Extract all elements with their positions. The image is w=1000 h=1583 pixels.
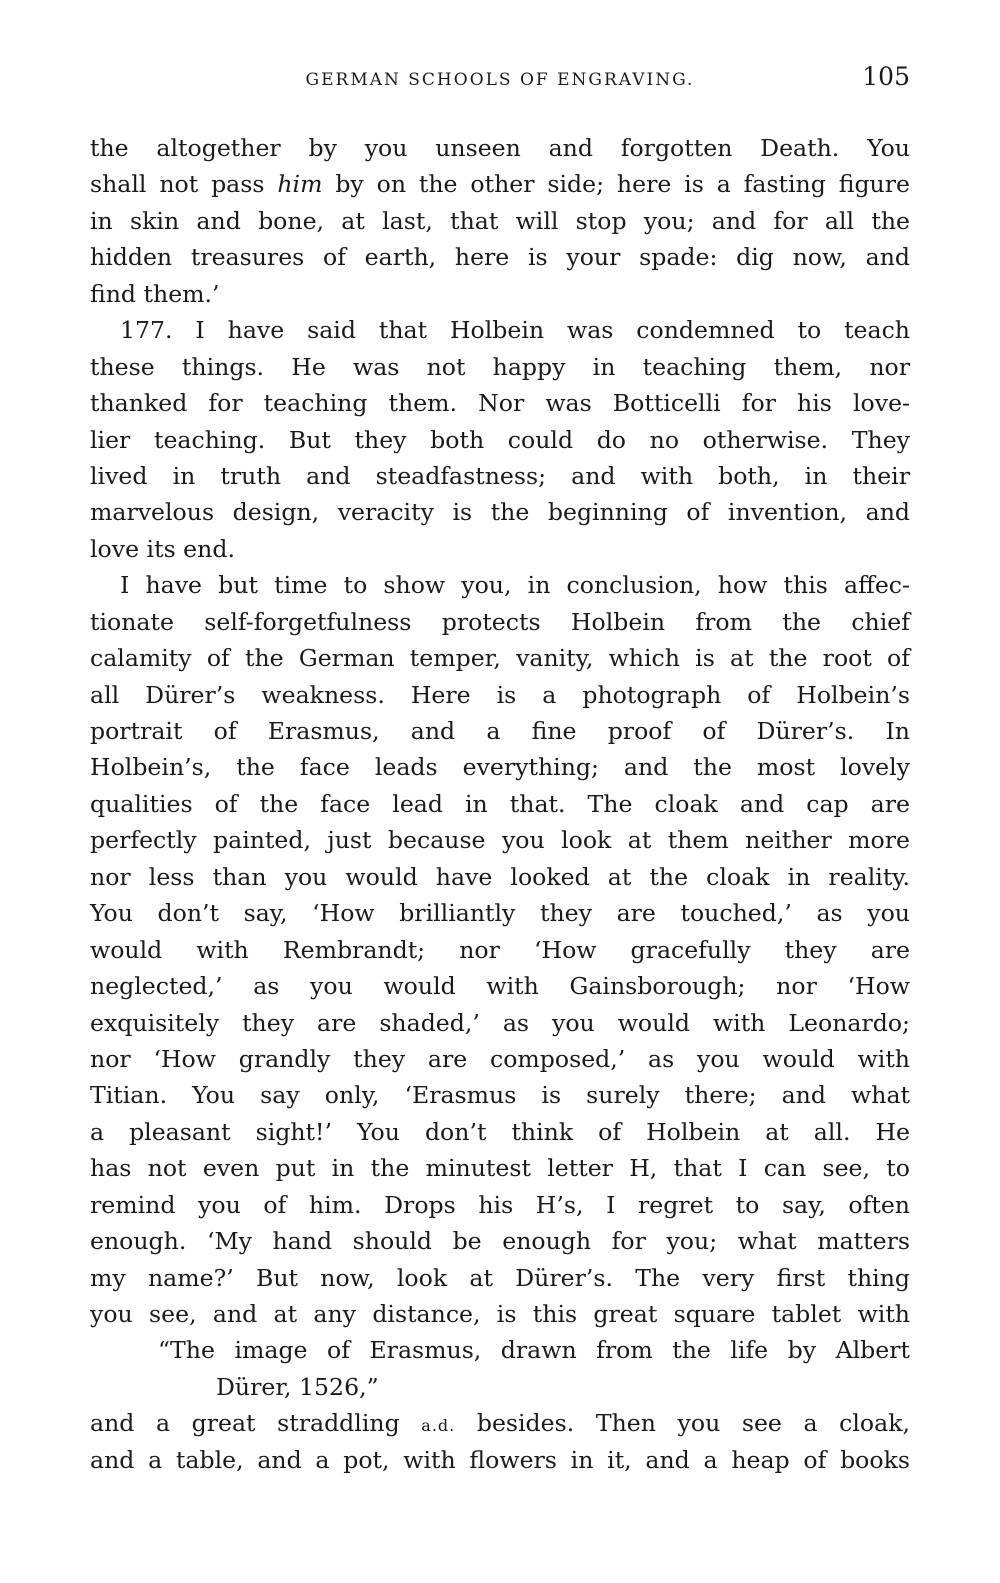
text-line: Holbein’s, the face leads everything; and the most lovely <box>90 753 910 782</box>
text-line: qualities of the face lead in that. The cloak and cap are <box>90 789 910 818</box>
running-head <box>90 62 910 98</box>
text-line: nor ‘How grandly they are composed,’ as you would with <box>90 1044 910 1073</box>
paragraph-start: 177. I have said that Holbein was condemned to teach <box>120 316 910 345</box>
text-line: hidden treasures of earth, here is your spade: dig now, and <box>90 243 910 272</box>
page-number: 105 <box>862 62 910 91</box>
text-line: find them.’ <box>90 279 220 308</box>
text-line: neglected,’ as you would with Gainsborough; nor ‘How <box>90 972 910 1001</box>
body-text <box>90 130 910 1478</box>
text-line: nor less than you would have looked at the cloak in reality. <box>90 862 910 891</box>
text-line: shall not pass him by on the other side; here is a fasting figure <box>90 170 910 199</box>
text-line: my name?’ But now, look at Dürer’s. The very first thing <box>90 1263 910 1292</box>
text-line: a pleasant sight!’ You don’t think of Holbein at all. He <box>90 1117 910 1146</box>
text-line: lier teaching. But they both could do no otherwise. They <box>90 425 910 454</box>
small-caps-abbreviation: a.d. <box>421 1416 456 1436</box>
text-line: tionate self-forgetfulness protects Holbein from the chief <box>90 607 910 636</box>
text-line: you see, and at any distance, is this great square tablet with <box>90 1300 910 1328</box>
text-line: enough. ‘My hand should be enough for you; what matters <box>90 1227 910 1256</box>
text-line: thanked for teaching them. Nor was Botticelli for his love- <box>90 389 910 418</box>
emphasis: him <box>277 170 323 199</box>
text-line: remind you of him. Drops his H’s, I regret to say, often <box>90 1190 910 1219</box>
text-line: calamity of the German temper, vanity, which is at the root of <box>90 644 910 673</box>
text-line: perfectly painted, just because you look at them neither more <box>90 826 910 855</box>
text-line: portrait of Erasmus, and a fine proof of Dürer’s. In <box>90 717 910 745</box>
quotation-line: “The image of Erasmus, drawn from the life by Albert <box>158 1336 910 1365</box>
text-line: exquisitely they are shaded,’ as you would with Leonardo; <box>90 1008 910 1037</box>
text-line: Titian. You say only, ‘Erasmus is surely there; and what <box>90 1081 910 1110</box>
quotation-line: Dürer, 1526,” <box>216 1372 379 1401</box>
text-line: and a great straddling a.d. besides. Then you see a cloak, <box>90 1409 911 1438</box>
text-line: You don’t say, ‘How brilliantly they are touched,’ as you <box>90 899 910 928</box>
text-line: the altogether by you unseen and forgotten Death. You <box>90 134 910 162</box>
text-line: love its end. <box>90 534 235 563</box>
text-line: lived in truth and steadfastness; and with both, in their <box>90 461 910 490</box>
running-title: GERMAN SCHOOLS OF ENGRAVING. <box>305 70 695 90</box>
text-line: would with Rembrandt; nor ‘How gracefully they are <box>90 935 910 964</box>
text-line: all Dürer’s weakness. Here is a photograph of Holbein’s <box>90 680 910 709</box>
text-line: these things. He was not happy in teaching them, nor <box>90 352 910 381</box>
text-line: marvelous design, veracity is the beginning of invention, and <box>90 498 910 527</box>
text-line: and a table, and a pot, with flowers in it, and a heap of books <box>90 1445 910 1474</box>
text-line: in skin and bone, at last, that will stop you; and for all the <box>90 206 910 235</box>
paragraph-start: I have but time to show you, in conclusion, how this affec- <box>120 571 910 600</box>
text-line: has not even put in the minutest letter H, that I can see, to <box>90 1154 910 1183</box>
